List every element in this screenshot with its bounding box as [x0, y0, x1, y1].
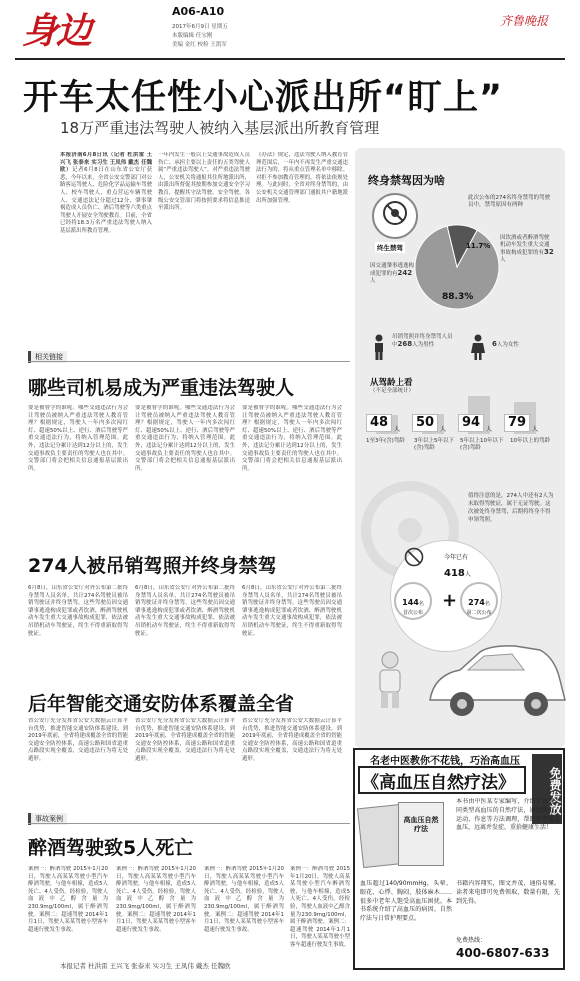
- age-bar-unit-2: 人: [440, 426, 447, 433]
- batch2-num: 274: [468, 598, 485, 607]
- person-illustration: [365, 650, 415, 714]
- related-text-3-col2: 省公安厅充分发挥省公安大数据云计算平台优势，推进智能交通安防体系建设。到2019年底前，全省将建成覆盖全省的智能交通安全防控体系，高速公路和国省道重点路段实现全覆盖，交通违法行为将无处遁形。: [135, 718, 235, 762]
- ad-phone-label: 免费热线：: [456, 937, 487, 944]
- gender-note: [392, 334, 456, 349]
- lead-col-1: [60, 152, 152, 342]
- male-label: 人为男性: [412, 342, 435, 348]
- editor-line: 本版编辑 任宝刚: [172, 33, 213, 39]
- pie-note-left-num: 242: [397, 269, 413, 277]
- pie-note-left: [370, 263, 416, 285]
- related-heading-1: 哪些司机易成为严重违法驾驶人: [28, 377, 295, 399]
- bar-label-2: 3年以上5年以下(含)驾龄: [414, 438, 454, 451]
- related-text-2-col2: 6月8日，山东省公安厅对外公布第二批终身禁驾人员名单，共计274名驾驶员被吊销驾驶证并终身禁驾。这些驾驶员因交通肇事逃逸构成犯罪或者饮酒、醉酒驾驶机动车发生重大交通事故构成犯罪，依法被吊销机动车驾驶证，终生不得重新取得驾驶证。: [135, 585, 235, 637]
- ad-phone: 400-6807-633: [456, 946, 550, 960]
- no-car-icon: [404, 547, 424, 571]
- pie-small-value: 11.7%: [466, 242, 491, 250]
- pie-note-left-text: 因交通肇事逃逸构成犯罪的有: [370, 263, 415, 277]
- ad-book-title: 《高血压自然疗法》: [362, 773, 515, 793]
- male-count: 268: [397, 340, 413, 348]
- case-text-col3: 案例一：醉酒驾驶 2015年1月20日，驾驶人高某某驾驶小型汽车醉酒驾驶，与他车相撞，造成5人死亡、4人受伤。经检验，驾驶人血液中乙醇含量为230.9mg/100ml，属于醉酒驾驶。案例二：超速驾驶 2014年1月1日，驾驶人某某驾驶小型客车超速行驶发生事故。: [204, 866, 284, 933]
- related-heading-3: 后年智能交通安防体系覆盖全省: [28, 693, 295, 715]
- ad-text-1: 本书由中医某专家编写，介绍了针对不同类型高血压的自然疗法，通过饮食、运动、作息等方法调理，帮助患者稳定血压，远离并发症，重拾健康生活！: [456, 798, 560, 832]
- ad-headline: 名老中医教你不花钱，巧治高血压: [370, 756, 520, 767]
- batch1-num: 144: [402, 598, 419, 607]
- batch1-text: [394, 590, 432, 616]
- infographic-title: 终身禁驾因为啥: [368, 174, 445, 187]
- page-range: A06-A10: [172, 5, 225, 18]
- plus-sign: +: [442, 590, 458, 611]
- age-bar-value-3: 94: [458, 414, 484, 432]
- batch1-unit: 名: [418, 601, 424, 607]
- dateline: 本报济南6月8日讯（记者 杜洪雷 王兴飞 张泰来 实习生 王凤伟 戴杰 任魏欧）: [60, 152, 152, 174]
- related-text-1-col3: 要是被督学的谁呢。哪些交通违法行为会让驾驶员被纳入严重违法驾驶人教育管理？根据规定，驾驶人一年内多次闯红灯、超速50%以上、逆行、酒后驾驶等严重交通违法行为，将纳入管理范围。此外，违法记分累计达到12分以上的，发生交通事故负主要责任的驾驶人也在其中。交警部门将会把相关信息通报基层派出所。: [242, 405, 342, 472]
- byline: 本报记者 杜洪雷 王兴飞 张泰来 实习生 王凤伟 戴杰 任魏欧: [60, 962, 231, 970]
- pie-note-right-num: 32: [544, 248, 554, 256]
- batch2-label: 第二次公布: [466, 610, 492, 616]
- main-headline: 开车太任性小心派出所“盯上”: [23, 78, 504, 118]
- female-count: 6: [492, 340, 497, 348]
- related-text-2-col1: 6月8日，山东省公安厅对外公布第二批终身禁驾人员名单，共计274名驾驶员被吊销驾驶证并终身禁驾。这些驾驶员因交通肇事逃逸构成犯罪或者饮酒、醉酒驾驶机动车发生重大交通事故构成犯罪，依法被吊销机动车驾驶证，终生不得重新取得驾驶证。: [28, 585, 128, 637]
- lead-col-2: 一年内发生一般以上交通事故造成人员伤亡、承担主要以上责任的五类驾驶人属“严重违法驾驶人”。对严重违法驾驶人，公安机关将通报其住所地派出所，由派出所督促其按期参加交通安全学习教育，提醒其守法驾驶、安全驾驶。各级公安交管部门将按照要求将信息推送至派出所。: [158, 152, 250, 212]
- section-title: 身边: [22, 11, 91, 52]
- no-driving-icon: [382, 200, 408, 226]
- total-label: 今年已有: [444, 554, 469, 561]
- bar-label-1: 1至3年(含)驾龄: [366, 438, 405, 444]
- footer-note: 值得注意的是，274人中还有2人为未取得驾驶证，属于无证驾驶。这次被处终身禁驾，后期将终身不得申领驾照。: [468, 493, 554, 523]
- book-cover-label: 高血压自然疗法: [403, 816, 439, 833]
- age-bar-unit-4: 人: [532, 426, 539, 433]
- female-note: [492, 341, 552, 349]
- male-icon: [372, 334, 386, 364]
- ban-badge-label: 终生禁驾: [377, 244, 403, 252]
- bar-label-row: [360, 438, 560, 462]
- age-bar-value-4: 79: [504, 414, 530, 432]
- related-text-3-col1: 省公安厅充分发挥省公安大数据云计算平台优势，推进智能交通安防体系建设。到2019年底前，全省将建成覆盖全省的智能交通安全防控体系，高速公路和国省道重点路段实现全覆盖，交通违法行为将无处遁形。: [28, 718, 128, 762]
- case-text-col1: 案例一：醉酒驾驶 2015年1月20日，驾驶人高某某驾驶小型汽车醉酒驾驶，与他车相撞，造成5人死亡、4人受伤。经检验，驾驶人血液中乙醇含量为230.9mg/100ml，属于醉酒驾驶。案例二：超速驾驶 2014年1月1日，驾驶人某某驾驶小型客车超速行驶发生事故。: [28, 866, 108, 933]
- lead-col-3: 《办法》规定，违法驾驶人纳入教育管理范围后，一年内不再发生严重交通违法行为的，将从重点管理名单中移除。对拒不参加教育管理的，将依法依规处理。与此同时，全省对终身禁驾的，由公安机关交通管理部门通报其户籍地派出所加强管理。: [256, 152, 348, 204]
- age-bar-value-1: 48: [366, 414, 392, 432]
- sub-headline: 18万严重违法驾驶人被纳入基层派出所教育管理: [60, 119, 380, 137]
- related-text-1-col1: 要是被督学的谁呢。哪些交通违法行为会让驾驶员被纳入严重违法驾驶人教育管理？根据规定，驾驶人一年内多次闯红灯、超速50%以上、逆行、酒后驾驶等严重交通违法行为，将纳入管理范围。此外，违法记分累计达到12分以上的，发生交通事故负主要责任的驾驶人也在其中。交警部门将会把相关信息通报基层派出所。: [28, 405, 128, 472]
- pie-note-right: [500, 235, 554, 264]
- paper-name: 齐鲁晚报: [500, 14, 549, 28]
- infographic-intro: 此次公布的274名终身禁驾的驾驶员中，禁驾原因有两种: [468, 195, 550, 208]
- pie-big-value: 88.3%: [442, 292, 474, 302]
- total-text: [444, 552, 471, 580]
- case-rule: [28, 823, 350, 824]
- case-text-col2: 案例一：醉酒驾驶 2015年1月20日，驾驶人高某某驾驶小型汽车醉酒驾驶，与他车相撞，造成5人死亡、4人受伤。经检验，驾驶人血液中乙醇含量为230.9mg/100ml，属于醉酒驾驶。案例二：超速驾驶 2014年1月1日，驾驶人某某驾驶小型客车超速行驶发生事故。: [116, 866, 196, 933]
- gender-note-text: 吊销驾照并终身禁驾人员中: [392, 334, 453, 348]
- age-bar-unit-3: 人: [486, 426, 493, 433]
- age-bar-value-2: 50: [412, 414, 438, 432]
- age-bar-unit-1: 人: [394, 426, 401, 433]
- batch2-text: [460, 590, 498, 616]
- case-heading: 醉酒驾驶致5人死亡: [28, 837, 194, 859]
- pie-note-right-unit: 人: [500, 257, 506, 263]
- total-unit: 人: [464, 571, 471, 578]
- bar-label-4: 10年以上的驾龄: [510, 438, 550, 444]
- total-num: 418: [444, 568, 465, 579]
- lead-col-1-text: 记者6月8日在山东省公安厅获悉，今年以来，全省公安交警部门对公路客运驾驶人、危险化学品运输车驾驶人、校车驾驶人、重点营运车辆驾驶人、交通违法记分超过12分、肇事肇祸造成人员伤亡、酒后驾驶等六类重点驾驶人开展安全驾驶教育。目前，全省已经将18.3万名严重违法驾驶人纳入基层派出所教育管理。: [60, 167, 152, 234]
- age-title: 从驾龄上看: [370, 378, 413, 388]
- masthead-rule: [15, 58, 565, 60]
- related-text-1-col2: 要是被督学的谁呢。哪些交通违法行为会让驾驶员被纳入严重违法驾驶人教育管理？根据规定，驾驶人一年内多次闯红灯、超速50%以上、逆行、酒后驾驶等严重交通违法行为，将纳入管理范围。此外，违法记分累计达到12分以上的，发生交通事故负主要责任的驾驶人也在其中。交警部门将会把相关信息通报基层派出所。: [135, 405, 235, 472]
- book-cover-illustration: [360, 800, 452, 872]
- pie-note-right-text: 因饮酒或者醉酒驾驶机动车发生重大交通事故构成犯罪的有: [500, 235, 550, 256]
- related-heading-2: 274人被吊销驾照并终身禁驾: [28, 555, 277, 577]
- related-text-2-col3: 6月8日，山东省公安厅对外公布第二批终身禁驾人员名单，共计274名驾驶员被吊销驾驶证并终身禁驾。这些驾驶员因交通肇事逃逸构成犯罪或者饮酒、醉酒驾驶机动车发生重大交通事故构成犯罪，依法被吊销机动车驾驶证，终生不得重新取得驾驶证。: [242, 585, 342, 637]
- case-text-col4: 案例一：醉酒驾驶 2015年1月20日，驾驶人高某某驾驶小型汽车醉酒驾驶，与他车相撞，造成5人死亡、4人受伤。经检验，驾驶人血液中乙醇含量为230.9mg/100ml，属于醉酒驾驶。案例二：超速驾驶 2014年1月1日，驾驶人某某驾驶小型客车超速行驶发生事故。: [290, 866, 350, 948]
- car-illustration: [420, 630, 570, 734]
- batch1-label: 首次公布: [402, 610, 423, 616]
- book-cover-2: [398, 802, 444, 866]
- related-rule: [28, 361, 350, 362]
- ad-text-2: 血压超过140/90mmHg，头晕、眼花、心悸、胸闷、肢体麻木……很多中老年人饱受高血压困扰。本书系统介绍了高血压的病因、自然疗法与日常护理要点。: [360, 880, 452, 923]
- date-line: 2017年6月9日 星期五: [172, 24, 228, 30]
- pie-note-left-unit: 人: [370, 278, 376, 284]
- bar-label-3: 5年以上10年以下(含)驾龄: [460, 438, 504, 451]
- ad-text-3: 书籍内容翔实，图文并茂，通俗易懂。读者来电即可免费领取，数量有限，先到先得。: [456, 880, 560, 905]
- female-label: 人为女性: [496, 342, 519, 348]
- related-tag: 相关链接: [28, 351, 67, 363]
- batch2-unit: 名: [484, 601, 490, 607]
- related-text-3-col3: 省公安厅充分发挥省公安大数据云计算平台优势，推进智能交通安防体系建设。到2019年底前，全省将建成覆盖全省的智能交通安全防控体系，高速公路和国省道重点路段实现全覆盖，交通违法行为将无处遁形。: [242, 718, 342, 762]
- age-subtitle: （不足全部统计）: [370, 388, 415, 394]
- free-label: 免费发放: [548, 767, 562, 815]
- female-icon: [470, 334, 486, 364]
- design-line: 美编 金红 校检 王凯军: [172, 42, 227, 48]
- case-tag: 事故案例: [28, 813, 67, 825]
